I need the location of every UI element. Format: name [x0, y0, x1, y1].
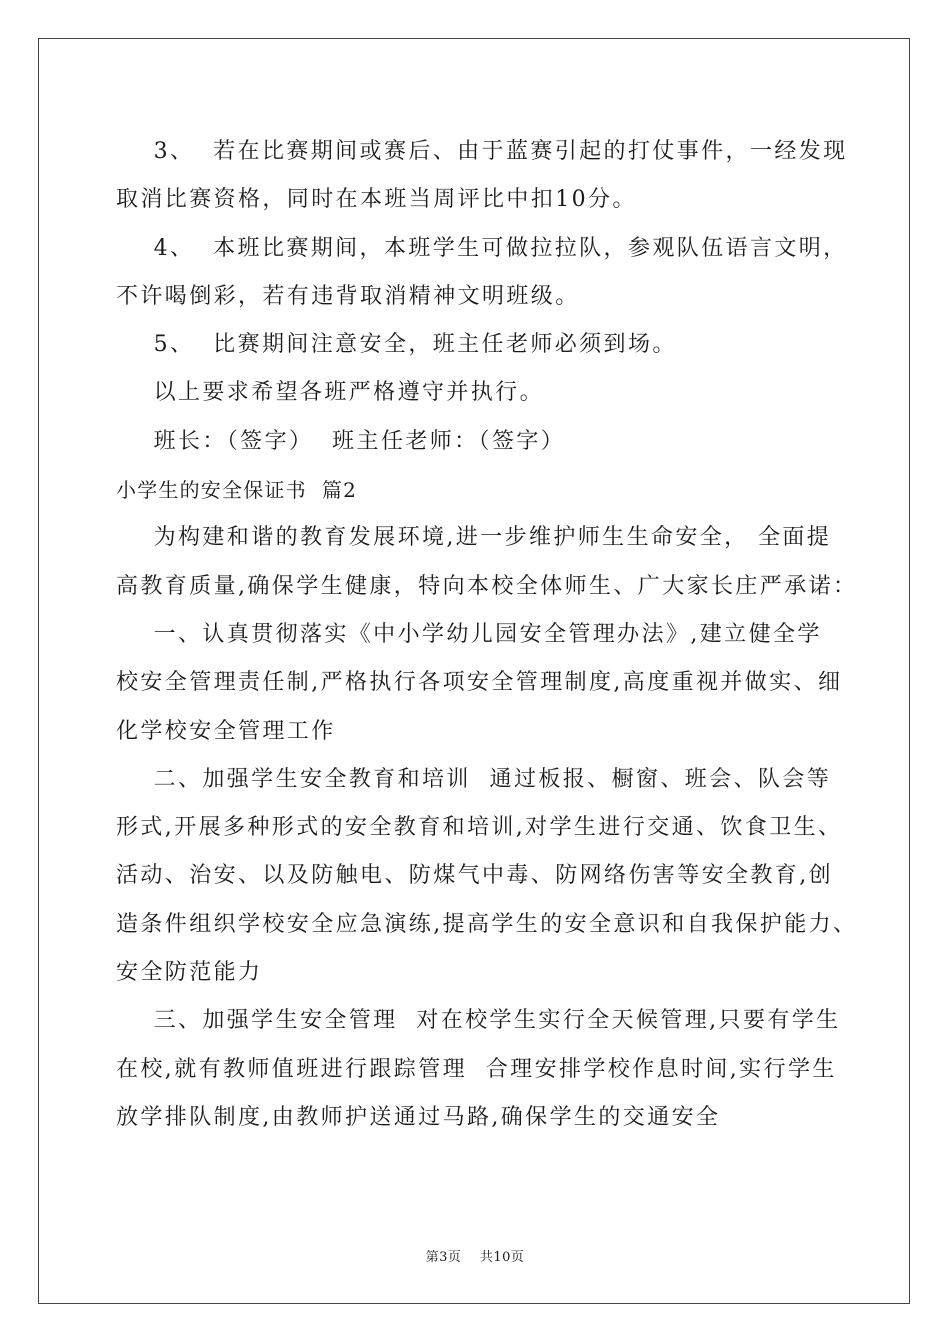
text-line: 形式,开展多种形式的安全教育和培训,对学生进行交通、饮食卫生、 — [116, 815, 843, 841]
text-line: 为构建和谐的教育发展环境,进一步维护师生生命安全， 全面提 — [116, 525, 832, 551]
text-line: 化学校安全管理工作 — [116, 718, 336, 744]
document-body — [116, 128, 858, 1142]
text-line: 三、加强学生安全管理 对在校学生实行全天候管理,只要有学生 — [116, 1008, 841, 1034]
text-line: 在校,就有教师值班进行跟踪管理 合理安排学校作息时间,实行学生 — [116, 1056, 837, 1082]
text-line: 校安全管理责任制,严格执行各项安全管理制度,高度重视并做实、细 — [116, 670, 843, 696]
text-line: 班长：（签字） 班主任老师：（签字） — [116, 428, 566, 454]
text-line: 放学排队制度,由教师护送通过马路,确保学生的交通安全 — [116, 1104, 721, 1130]
text-line: 以上要求希望各班严格遵守并执行。 — [116, 380, 544, 406]
text-line: 活动、治安、以及防触电、防煤气中毒、防网络伤害等安全教育,创 — [116, 863, 833, 889]
text-line: 二、加强学生安全教育和培训 通过板报、橱窗、班会、队会等 — [116, 766, 832, 792]
page-number: 第3页 共10页 — [425, 1250, 525, 1265]
text-line: 高教育质量,确保学生健康，特向本校全体师生、广大家长庄严承诺： — [116, 573, 858, 599]
section-heading: 小学生的安全保证书 篇2 — [116, 478, 358, 503]
text-line: 4、 本班比赛期间，本班学生可做拉拉队，参观队伍语言文明， — [116, 235, 848, 261]
text-line: 5、 比赛期间注意安全，班主任老师必须到场。 — [116, 332, 677, 358]
text-line: 取消比赛资格，同时在本班当周评比中扣10分。 — [116, 187, 637, 213]
text-line: 不许喝倒彩，若有违背取消精神文明班级。 — [116, 283, 580, 309]
text-line: 一、认真贯彻落实《中小学幼儿园安全管理办法》,建立健全学 — [116, 621, 822, 647]
text-line: 3、 若在比赛期间或赛后、由于蓝赛引起的打仗事件，一经发现 — [116, 139, 848, 164]
text-line: 造条件组织学校安全应急演练,提高学生的安全意识和自我保护能力、 — [116, 911, 858, 937]
text-line: 安全防范能力 — [116, 960, 263, 986]
